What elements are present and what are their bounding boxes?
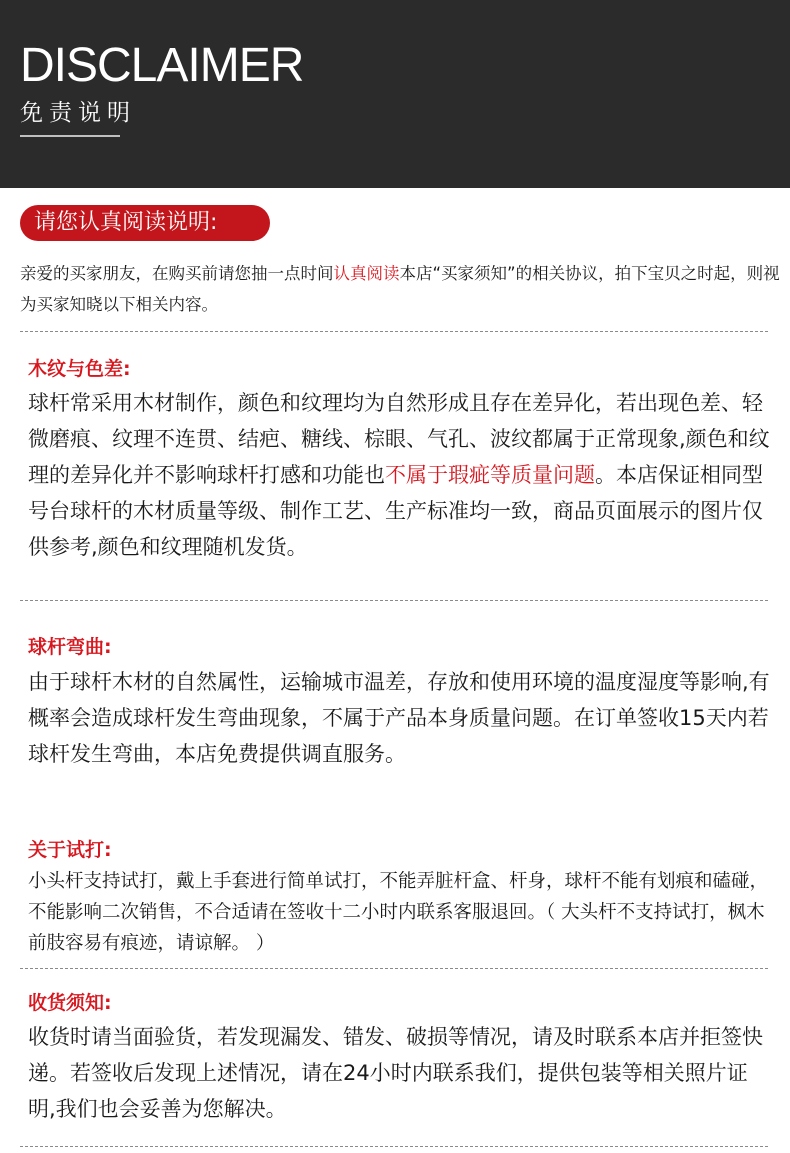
header-banner	[0, 0, 790, 188]
page-title: DISCLAIMER	[20, 39, 304, 92]
divider	[20, 968, 768, 969]
divider	[20, 1146, 768, 1147]
divider	[20, 600, 768, 601]
section-title-cue-bending: 球杆弯曲:	[28, 636, 112, 658]
wood-grain-text-end: 。本店保证相同型号台球杆的木材质量等级、制作工艺、生产标准均一致，商品页面展示的图片仅供参考,颜色和纹理随机发货。	[28, 463, 763, 559]
section-title-wood-grain: 木纹与色差:	[28, 358, 131, 380]
intro-paragraph	[20, 258, 780, 320]
wood-grain-text-start: 球杆常采用木材制作，颜色和纹理均为自然形成且存在差异化，若出现色差、轻微磨痕、纹理不连贯、结疤、糖线、棕眼、气孔、波纹都属于正常现象,颜色和纹理的差异化并不影响球杆打感和功能也	[28, 391, 770, 487]
section-body-wood-grain	[28, 385, 772, 565]
section-title-receiving: 收货须知:	[28, 992, 112, 1014]
section-body-receiving: 收货时请当面验货，若发现漏发、错发、破损等情况，请及时联系本店并拒签快递。若签收后发现上述情况，请在24小时内联系我们，提供包装等相关照片证明,我们也会妥善为您解决。	[28, 1025, 763, 1121]
page-subtitle: 免责说明	[20, 100, 136, 126]
intro-highlight: 认真阅读	[333, 264, 400, 283]
intro-text-start: 亲爱的买家朋友，在购买前请您抽一点时间	[20, 264, 334, 283]
divider	[20, 331, 768, 332]
section-body-trial-play: 小头杆支持试打，戴上手套进行简单试打，不能弄脏杆盒、杆身，球杆不能有划痕和磕碰，不能影响二次销售，不合适请在签收十二小时内联系客服退回。（ 大头杆不支持试打，枫木前肢容易有痕迹，请谅解。 ）	[28, 871, 769, 954]
intro-text-end: 本店“买家须知”的相关协议，拍下宝贝之时起，则视为买家知晓以下相关内容。	[20, 264, 780, 314]
section-title-trial-play: 关于试打:	[28, 839, 112, 861]
title-underline	[20, 135, 120, 137]
wood-grain-highlight: 不属于瑕疵等质量问题	[385, 463, 595, 487]
notice-badge: 请您认真阅读说明:	[20, 205, 270, 241]
section-body-cue-bending: 由于球杆木材的自然属性，运输城市温差，存放和使用环境的温度湿度等影响,有概率会造成球杆发生弯曲现象，不属于产品本身质量问题。在订单签收15天内若球杆发生弯曲，本店免费提供调直服务。	[28, 670, 770, 766]
